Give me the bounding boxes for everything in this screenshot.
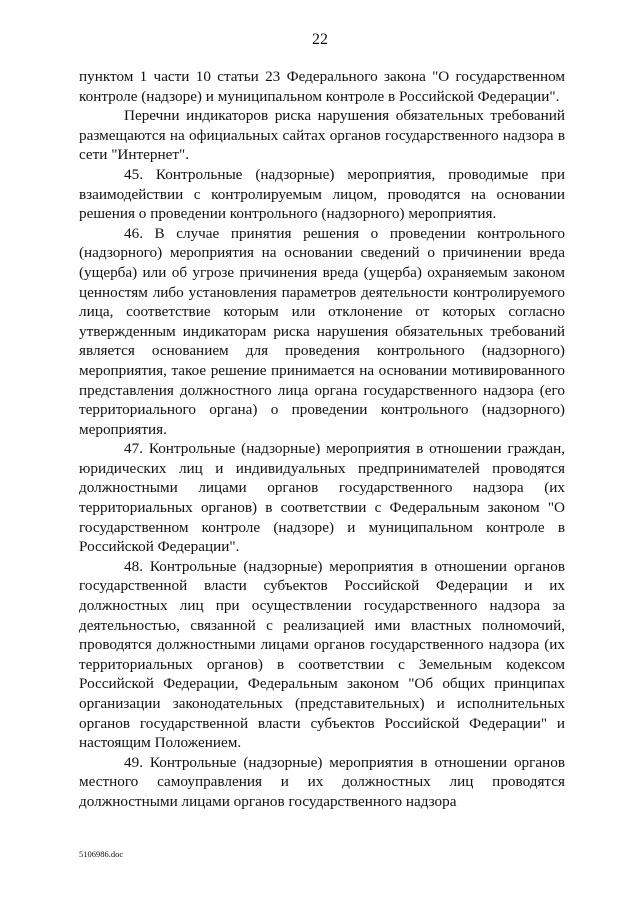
paragraph-46: 46. В случае принятия решения о проведении контрольного (надзорного) мероприятия на основании сведений о причинении вреда (ущерба) или об угрозе причинения вреда (ущерба) охраняемым законом ценностям либо установления параметров деятельности контролируемого лица, соответствие которым или отклонение от которых согласно утвержденным индикаторам риска нарушения обязательных требований является основанием для проведения контрольного (надзорного) мероприятия, такое решение принимается на основании мотивированного представления должностного лица органа государственного надзора (его территориального органа) о проведении контрольного (надзорного) мероприятия.: [79, 224, 565, 438]
paragraph-47: 47. Контрольные (надзорные) мероприятия в отношении граждан, юридических лиц и индивидуальных предпринимателей проводятся должностными лицами органов государственного надзора (их территориальных органов) в соответствии с Федеральным законом "О государственном контроле (надзоре) и муниципальном контроле в Российской Федерации".: [79, 440, 565, 556]
footer-document-code: 5106986.doc: [79, 849, 124, 859]
paragraph-45: 45. Контрольные (надзорные) мероприятия, проводимые при взаимодействии с контролируемым лицом, проводятся на основании решения о проведении контрольного (надзорного) мероприятия.: [79, 165, 565, 223]
paragraph-indicators-publication: Перечни индикаторов риска нарушения обязательных требований размещаются на официальных сайтах органов государственного надзора в сети "Интернет".: [79, 107, 565, 164]
page-number: 22: [312, 31, 328, 48]
paragraph-continuation: пунктом 1 части 10 статьи 23 Федерального закона "О государственном контроле (надзоре) и муниципальном контроле в Российской Федерации".: [79, 68, 565, 105]
document-body: [79, 67, 565, 812]
paragraph-49: 49. Контрольные (надзорные) мероприятия в отношении органов местного самоуправления и их должностных лиц проводятся должностными лицами органов государственного надзора: [79, 753, 565, 810]
paragraph-48: 48. Контрольные (надзорные) мероприятия в отношении органов государственной власти субъектов Российской Федерации и их должностных лиц при осуществлении государственного надзора за деятельностью, связанной с реализацией ими властных полномочий, проводятся должностными лицами органов государственного надзора (их территориальных органов) в соответствии с Земельным кодексом Российской Федерации, Федеральным законом "Об общих принципах организации законодательных (представительных) и исполнительных органов государственной власти субъектов Российской Федерации" и настоящим Положением.: [79, 557, 565, 752]
